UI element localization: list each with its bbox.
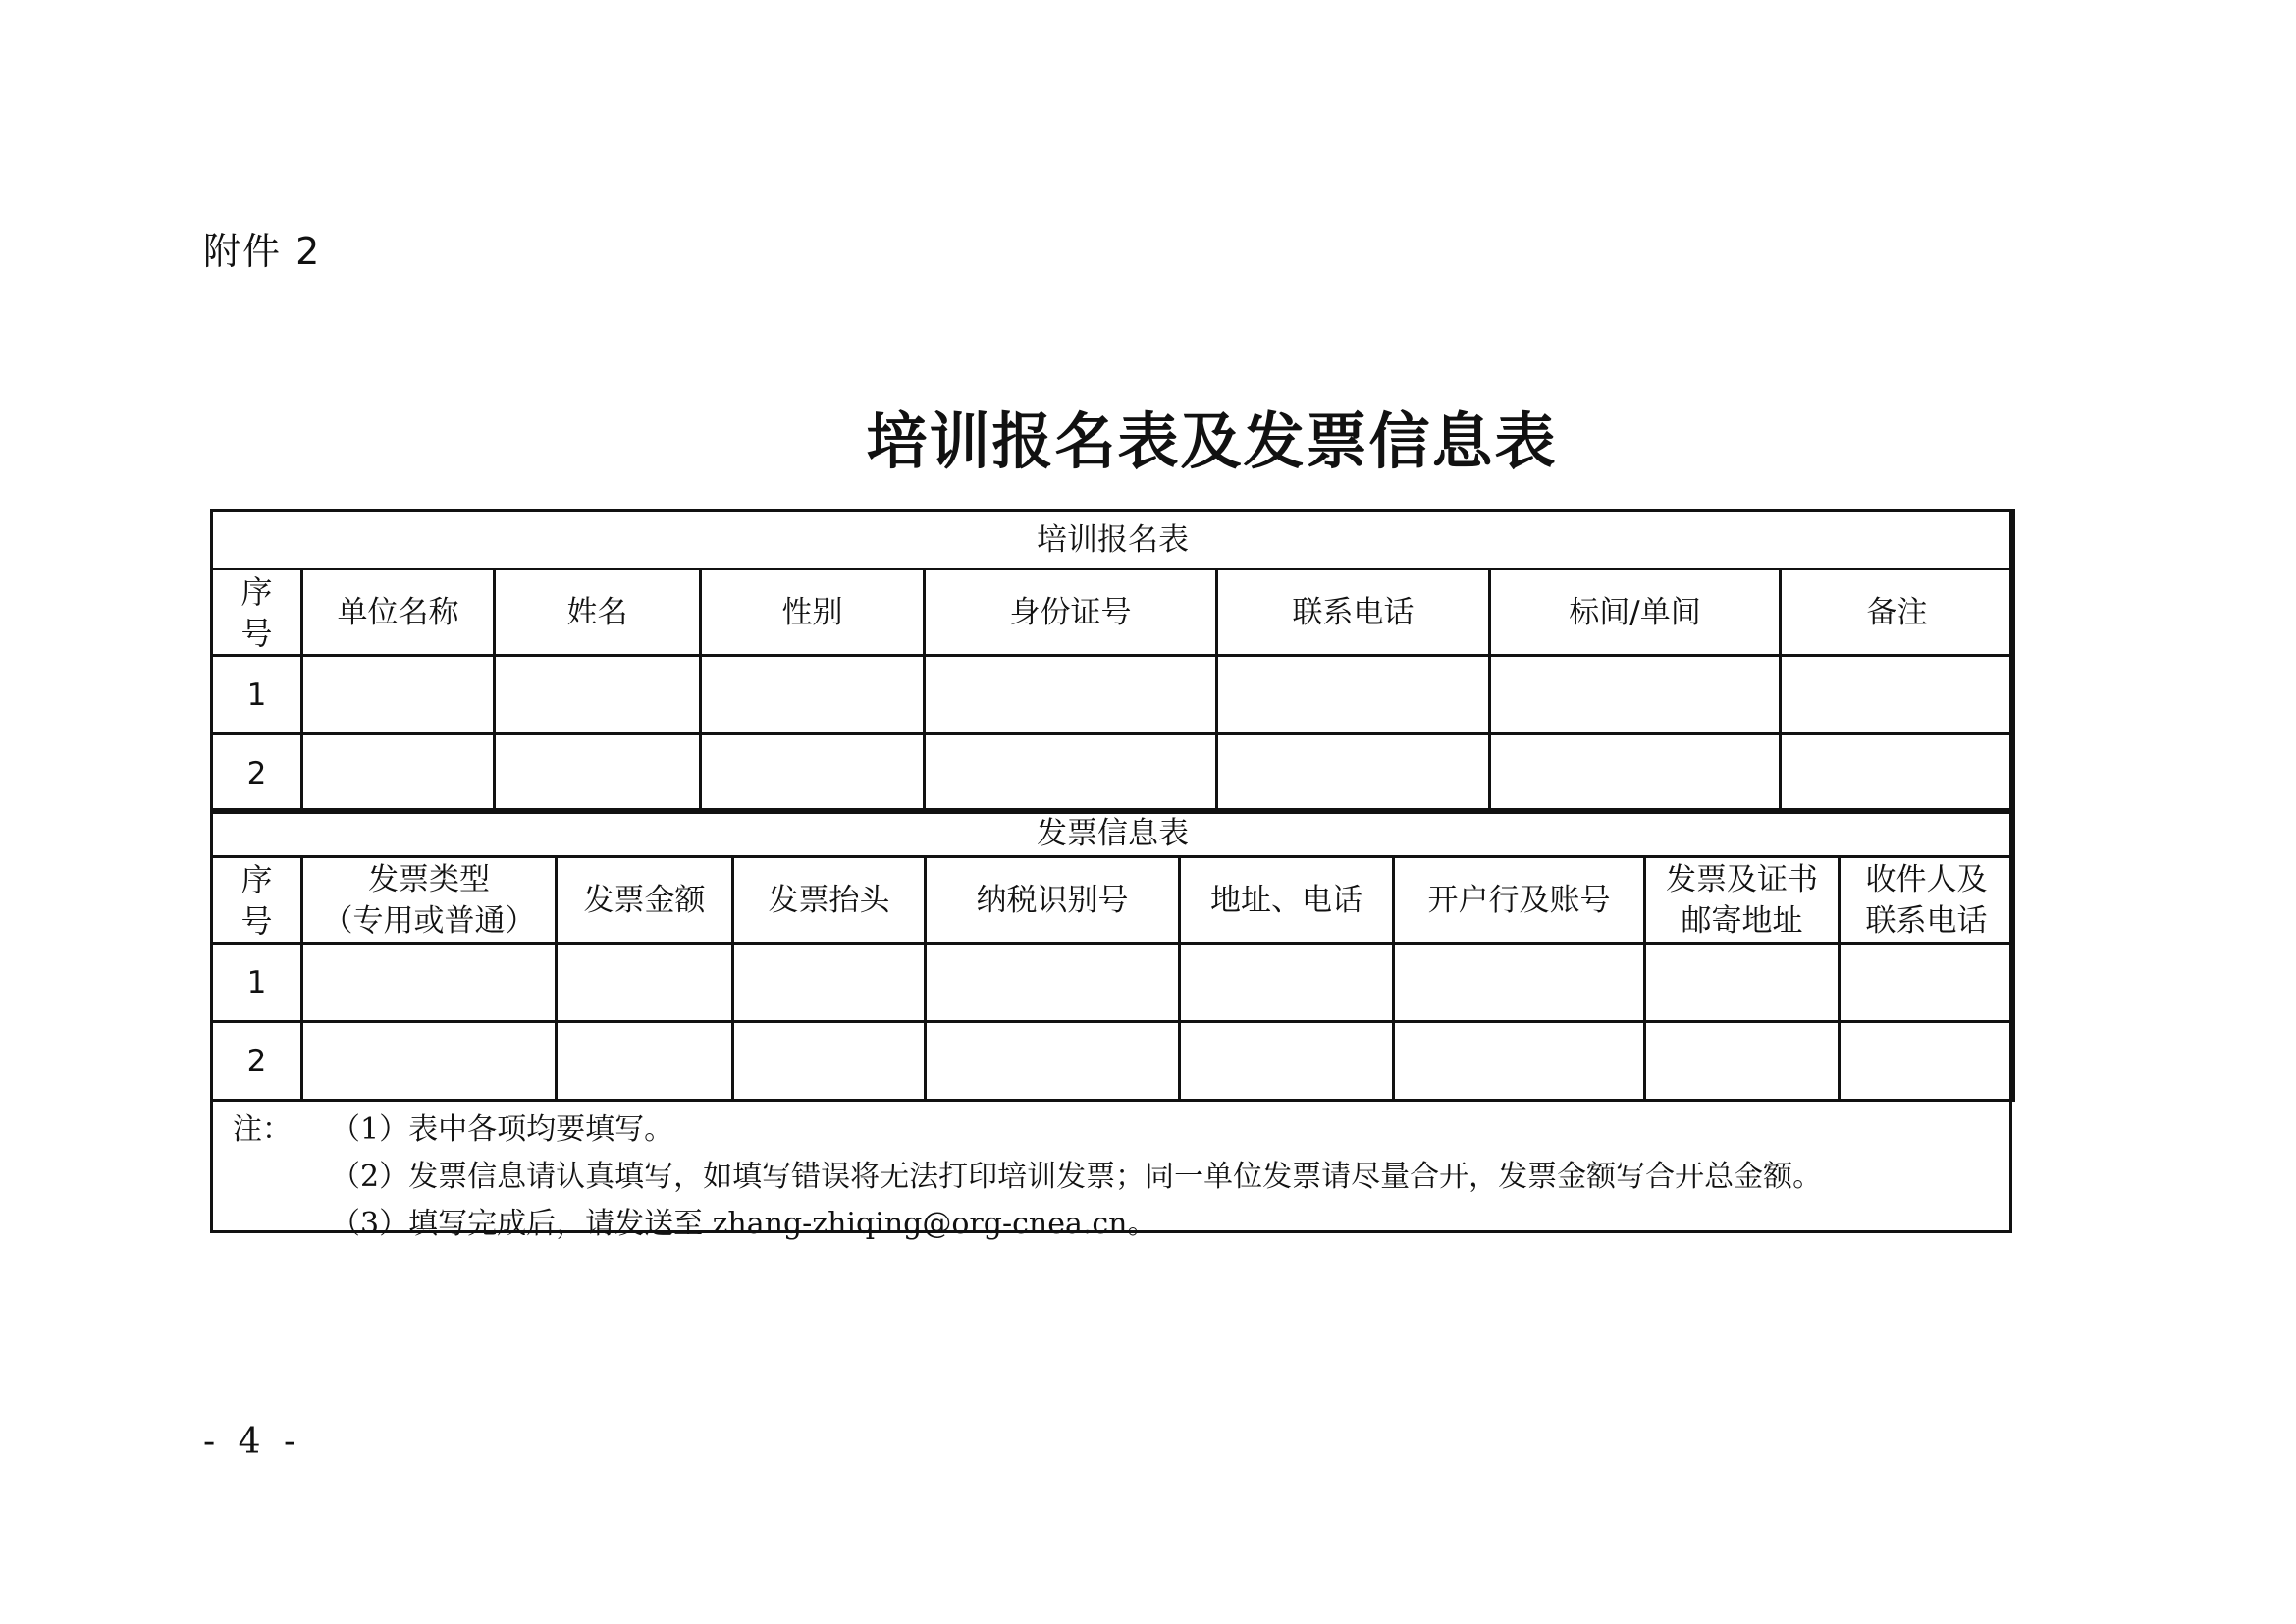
invoice-header-row <box>212 857 2014 944</box>
input-cell[interactable] <box>1217 656 1490 734</box>
input-cell[interactable] <box>1840 1022 2014 1101</box>
note-item-3: （3）填写完成后，请发送至 zhang-zhiqing@org-cnea.cn。 <box>331 1207 1157 1241</box>
note-line <box>233 1201 1822 1248</box>
invoice-row <box>212 944 2014 1022</box>
input-cell[interactable] <box>1394 944 1645 1022</box>
note-item-1: （1）表中各项均要填写。 <box>331 1112 674 1147</box>
header-invoice-type-line-2: （专用或普通） <box>322 902 536 939</box>
header-recipient-line-1: 收件人及 <box>1865 861 1988 897</box>
input-cell[interactable] <box>302 734 495 813</box>
header-invoice-type <box>302 857 557 944</box>
input-cell[interactable] <box>1180 1022 1394 1101</box>
notes-section <box>233 1107 1822 1248</box>
header-gender: 性别 <box>701 569 925 656</box>
input-cell[interactable] <box>495 656 701 734</box>
input-cell[interactable] <box>1781 734 2014 813</box>
input-cell[interactable] <box>701 734 925 813</box>
input-cell[interactable] <box>557 1022 733 1101</box>
registration-row <box>212 734 2014 813</box>
header-seq <box>212 569 302 656</box>
input-cell[interactable] <box>495 734 701 813</box>
note-item-2: （2）发票信息请认真填写，如填写错误将无法打印培训发票；同一单位发票请尽量合开，发票金额写合开总金额。 <box>331 1160 1823 1194</box>
header-bank-account: 开户行及账号 <box>1394 857 1645 944</box>
attachment-label: 附件 2 <box>203 230 322 273</box>
input-cell[interactable] <box>302 656 495 734</box>
header-recipient-line-2: 联系电话 <box>1865 902 1988 939</box>
header-invoice-amount: 发票金额 <box>557 857 733 944</box>
input-cell[interactable] <box>1781 656 2014 734</box>
input-cell[interactable] <box>1490 734 1781 813</box>
row-seq: 2 <box>212 734 302 813</box>
registration-row <box>212 656 2014 734</box>
header-remarks: 备注 <box>1781 569 2014 656</box>
input-cell[interactable] <box>1217 734 1490 813</box>
input-cell[interactable] <box>1490 656 1781 734</box>
header-mailing-address <box>1645 857 1840 944</box>
header-phone: 联系电话 <box>1217 569 1490 656</box>
header-room-type: 标间/单间 <box>1490 569 1781 656</box>
invoice-row <box>212 1022 2014 1101</box>
input-cell[interactable] <box>733 1022 926 1101</box>
input-cell[interactable] <box>1180 944 1394 1022</box>
note-indent <box>233 1201 331 1248</box>
header-recipient <box>1840 857 2014 944</box>
input-cell[interactable] <box>557 944 733 1022</box>
note-indent <box>233 1154 331 1201</box>
invoice-table <box>210 808 2015 1102</box>
header-seq-line-2: 号 <box>240 901 273 940</box>
header-seq-line-1: 序 <box>240 860 273 898</box>
header-invoice-type-line-1: 发票类型 <box>368 861 490 897</box>
document-title: 培训报名表及发票信息表 <box>866 406 1558 477</box>
form-container <box>210 509 2012 1241</box>
header-unit-name: 单位名称 <box>302 569 495 656</box>
registration-section-title: 培训报名表 <box>212 511 2014 569</box>
row-seq: 2 <box>212 1022 302 1101</box>
note-line <box>233 1154 1822 1201</box>
header-mailing-line-1: 发票及证书 <box>1666 861 1818 897</box>
header-seq <box>212 857 302 944</box>
input-cell[interactable] <box>925 656 1217 734</box>
header-seq-line-1: 序 <box>240 572 273 611</box>
row-seq: 1 <box>212 656 302 734</box>
header-name: 姓名 <box>495 569 701 656</box>
header-id-number: 身份证号 <box>925 569 1217 656</box>
input-cell[interactable] <box>926 1022 1180 1101</box>
registration-header-row <box>212 569 2014 656</box>
header-mailing-line-2: 邮寄地址 <box>1681 902 1803 939</box>
header-invoice-title: 发票抬头 <box>733 857 926 944</box>
input-cell[interactable] <box>926 944 1180 1022</box>
input-cell[interactable] <box>1394 1022 1645 1101</box>
page-number: - 4 - <box>203 1422 302 1462</box>
header-tax-id: 纳税识别号 <box>926 857 1180 944</box>
input-cell[interactable] <box>701 656 925 734</box>
header-seq-line-2: 号 <box>240 614 273 652</box>
notes-prefix: 注： <box>233 1112 292 1147</box>
input-cell[interactable] <box>1645 1022 1840 1101</box>
note-line <box>233 1107 1822 1154</box>
header-address-phone: 地址、电话 <box>1180 857 1394 944</box>
row-seq: 1 <box>212 944 302 1022</box>
registration-table <box>210 509 2015 814</box>
invoice-section-title: 发票信息表 <box>212 810 2014 857</box>
input-cell[interactable] <box>1840 944 2014 1022</box>
input-cell[interactable] <box>302 944 557 1022</box>
input-cell[interactable] <box>302 1022 557 1101</box>
input-cell[interactable] <box>1645 944 1840 1022</box>
input-cell[interactable] <box>925 734 1217 813</box>
input-cell[interactable] <box>733 944 926 1022</box>
